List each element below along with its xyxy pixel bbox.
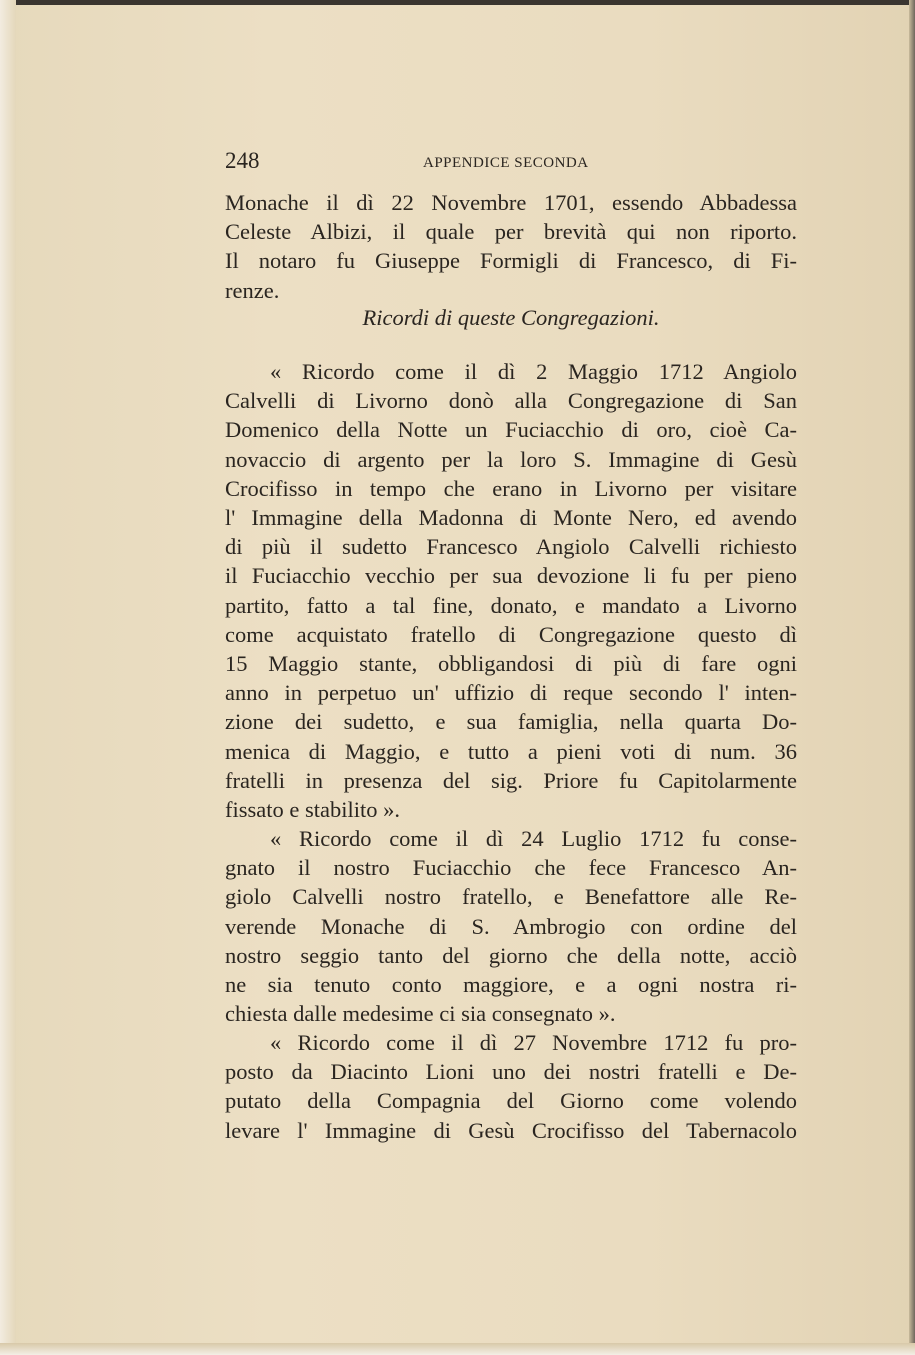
text-line: chiesta dalle medesime ci sia consegnato ». [225, 1001, 616, 1027]
text-line: renze. [225, 277, 280, 303]
section-heading: Ricordi di queste Congregazioni. [362, 305, 660, 330]
text-line: Domenico della Notte un Fuciacchio di oro, cioè Ca- [225, 417, 797, 443]
text-line: verende Monache di S. Ambrogio con ordine del [225, 913, 797, 939]
text-line: Crocifisso in tempo che erano in Livorno per visitare [225, 475, 797, 501]
text-line: Calvelli di Livorno donò alla Congregazione di San [225, 388, 797, 414]
text-line: nostro seggio tanto del giorno che della notte, acciò [225, 942, 797, 968]
text-line: di più il sudetto Francesco Angiolo Calvelli richiesto [225, 534, 797, 560]
text-line: fratelli in presenza del sig. Priore fu Capitolarmente [225, 767, 797, 793]
text-line: 15 Maggio stante, obbligandosi di più di fare ogni [225, 651, 797, 676]
text-line: levare l' Immagine di Gesù Crocifisso del Tabernacolo [225, 1117, 797, 1143]
text-line: « Ricordo come il dì 2 Maggio 1712 Angiolo [270, 359, 797, 384]
page-number: 248 [225, 148, 260, 173]
page-top-edge [0, 0, 915, 5]
text-line: anno in perpetuo un' uffizio di reque secondo l' inten- [225, 680, 797, 706]
text-line: novaccio di argento per la loro S. Immagine di Gesù [225, 446, 797, 472]
text-line: partito, fatto a tal fine, donato, e mandato a Livorno [225, 592, 797, 618]
text-line: il Fuciacchio vecchio per sua devozione li fu per pieno [225, 563, 797, 589]
page-bottom-edge [0, 1343, 915, 1355]
text-line: Celeste Albizi, il quale per brevità qui non riporto. [225, 219, 797, 245]
page-right-edge [909, 0, 915, 1355]
text-line: Il notaro fu Giuseppe Formigli di Francesco, di Fi- [225, 248, 797, 274]
running-title: APPENDICE SECONDA [423, 155, 589, 171]
text-line: posto da Diacinto Lioni uno dei nostri fratelli e De- [225, 1059, 797, 1085]
page-left-edge [0, 0, 16, 1355]
text-line: ne sia tenuto conto maggiore, e a ogni nostra ri- [225, 972, 797, 997]
text-line: giolo Calvelli nostro fratello, e Benefattore alle Re- [225, 884, 797, 910]
text-line: « Ricordo come il dì 24 Luglio 1712 fu conse- [270, 826, 797, 851]
text-line: Monache il dì 22 Novembre 1701, essendo Abbadessa [225, 190, 797, 215]
text-line: putato della Compagnia del Giorno come volendo [225, 1088, 797, 1114]
text-line: gnato il nostro Fuciacchio che fece Francesco An- [225, 855, 797, 881]
text-line: l' Immagine della Madonna di Monte Nero, ed avendo [225, 505, 797, 530]
text-line: « Ricordo come il dì 27 Novembre 1712 fu pro- [270, 1030, 797, 1055]
text-line: menica di Maggio, e tutto a pieni voti di num. 36 [225, 738, 797, 764]
text-line: fissato e stabilito ». [225, 797, 400, 822]
text-line: zione dei sudetto, e sua famiglia, nella quarta Do- [225, 709, 797, 735]
text-line: come acquistato fratello di Congregazione questo dì [225, 621, 797, 647]
